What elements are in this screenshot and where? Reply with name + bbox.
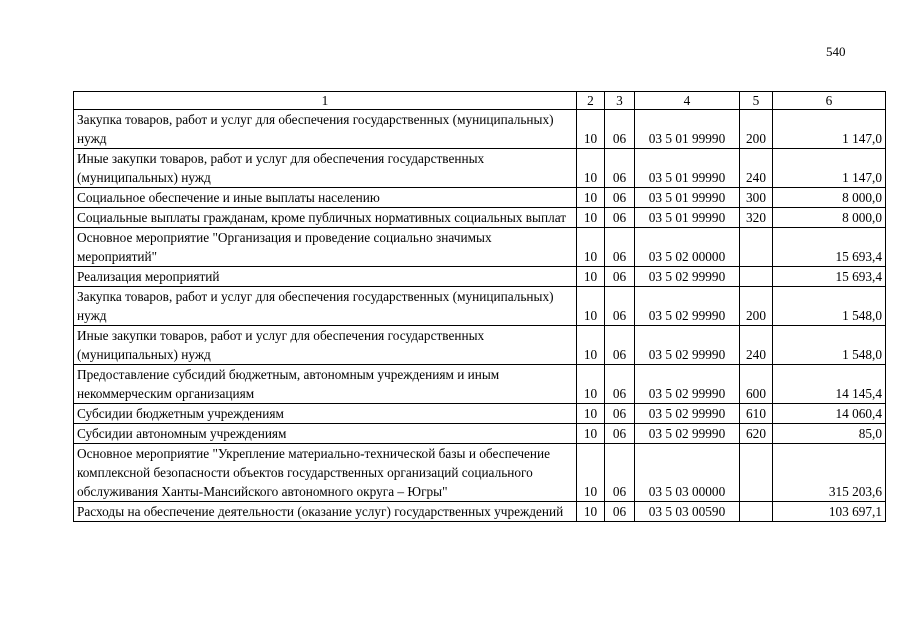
amount-cell: 315 203,6 xyxy=(773,444,886,502)
amount-cell: 15 693,4 xyxy=(773,228,886,267)
target-article-cell: 03 5 01 99990 xyxy=(635,110,740,149)
section-code-cell: 10 xyxy=(577,267,605,287)
target-article-cell: 03 5 01 99990 xyxy=(635,149,740,188)
target-article-cell: 03 5 01 99990 xyxy=(635,208,740,228)
section-code-cell: 10 xyxy=(577,365,605,404)
target-article-cell: 03 5 02 99990 xyxy=(635,326,740,365)
table-row xyxy=(74,287,886,326)
expense-type-cell xyxy=(740,502,773,522)
table-row xyxy=(74,228,886,267)
target-article-cell: 03 5 02 99990 xyxy=(635,424,740,444)
header-row xyxy=(74,92,886,110)
header-col-1: 1 xyxy=(74,92,577,110)
expense-type-cell: 320 xyxy=(740,208,773,228)
item-name-cell: Предоставление субсидий бюджетным, автономным учреждениям и иным некоммерческим организациям xyxy=(74,365,577,404)
item-name-cell: Иные закупки товаров, работ и услуг для обеспечения государственных (муниципальных) нужд xyxy=(74,326,577,365)
target-article-cell: 03 5 03 00000 xyxy=(635,444,740,502)
target-article-cell: 03 5 03 00590 xyxy=(635,502,740,522)
section-code-cell: 10 xyxy=(577,188,605,208)
expense-type-cell: 600 xyxy=(740,365,773,404)
target-article-cell: 03 5 02 99990 xyxy=(635,267,740,287)
expense-type-cell: 240 xyxy=(740,149,773,188)
target-article-cell: 03 5 01 99990 xyxy=(635,188,740,208)
amount-cell: 8 000,0 xyxy=(773,208,886,228)
subsection-code-cell: 06 xyxy=(605,267,635,287)
subsection-code-cell: 06 xyxy=(605,365,635,404)
section-code-cell: 10 xyxy=(577,110,605,149)
table-row xyxy=(74,188,886,208)
header-col-2: 2 xyxy=(577,92,605,110)
header-col-3: 3 xyxy=(605,92,635,110)
item-name-cell: Закупка товаров, работ и услуг для обеспечения государственных (муниципальных) нужд xyxy=(74,110,577,149)
expense-type-cell: 240 xyxy=(740,326,773,365)
subsection-code-cell: 06 xyxy=(605,502,635,522)
subsection-code-cell: 06 xyxy=(605,149,635,188)
expense-type-cell: 610 xyxy=(740,404,773,424)
section-code-cell: 10 xyxy=(577,208,605,228)
amount-cell: 15 693,4 xyxy=(773,267,886,287)
item-name-cell: Социальное обеспечение и иные выплаты населению xyxy=(74,188,577,208)
item-name-cell: Субсидии бюджетным учреждениям xyxy=(74,404,577,424)
section-code-cell: 10 xyxy=(577,404,605,424)
section-code-cell: 10 xyxy=(577,326,605,365)
section-code-cell: 10 xyxy=(577,424,605,444)
subsection-code-cell: 06 xyxy=(605,444,635,502)
amount-cell: 1 147,0 xyxy=(773,149,886,188)
header-col-4: 4 xyxy=(635,92,740,110)
page-number: 540 xyxy=(826,44,846,59)
table-row xyxy=(74,404,886,424)
subsection-code-cell: 06 xyxy=(605,424,635,444)
item-name-cell: Реализация мероприятий xyxy=(74,267,577,287)
section-code-cell: 10 xyxy=(577,502,605,522)
amount-cell: 85,0 xyxy=(773,424,886,444)
target-article-cell: 03 5 02 99990 xyxy=(635,287,740,326)
amount-cell: 14 145,4 xyxy=(773,365,886,404)
amount-cell: 1 548,0 xyxy=(773,326,886,365)
table-row xyxy=(74,326,886,365)
expense-type-cell: 200 xyxy=(740,287,773,326)
subsection-code-cell: 06 xyxy=(605,188,635,208)
expense-type-cell: 200 xyxy=(740,110,773,149)
item-name-cell: Основное мероприятие "Организация и проведение социально значимых мероприятий" xyxy=(74,228,577,267)
amount-cell: 1 548,0 xyxy=(773,287,886,326)
subsection-code-cell: 06 xyxy=(605,326,635,365)
target-article-cell: 03 5 02 99990 xyxy=(635,365,740,404)
subsection-code-cell: 06 xyxy=(605,228,635,267)
table-row xyxy=(74,110,886,149)
item-name-cell: Расходы на обеспечение деятельности (оказание услуг) государственных учреждений xyxy=(74,502,577,522)
table-body xyxy=(74,110,886,522)
subsection-code-cell: 06 xyxy=(605,287,635,326)
expense-type-cell: 300 xyxy=(740,188,773,208)
item-name-cell: Закупка товаров, работ и услуг для обеспечения государственных (муниципальных) нужд xyxy=(74,287,577,326)
item-name-cell: Иные закупки товаров, работ и услуг для обеспечения государственных (муниципальных) нужд xyxy=(74,149,577,188)
section-code-cell: 10 xyxy=(577,287,605,326)
expense-type-cell: 620 xyxy=(740,424,773,444)
expense-type-cell xyxy=(740,267,773,287)
item-name-cell: Основное мероприятие "Укрепление материально-технической базы и обеспечение комплексной безопасности объектов государственных организаций социального обслуживания Ханты-Мансийского автономного округа – Югры" xyxy=(74,444,577,502)
subsection-code-cell: 06 xyxy=(605,110,635,149)
table-row xyxy=(74,365,886,404)
target-article-cell: 03 5 02 99990 xyxy=(635,404,740,424)
table-row xyxy=(74,267,886,287)
section-code-cell: 10 xyxy=(577,228,605,267)
item-name-cell: Субсидии автономным учреждениям xyxy=(74,424,577,444)
table-row xyxy=(74,444,886,502)
table-row xyxy=(74,149,886,188)
subsection-code-cell: 06 xyxy=(605,208,635,228)
section-code-cell: 10 xyxy=(577,444,605,502)
table-row xyxy=(74,502,886,522)
amount-cell: 1 147,0 xyxy=(773,110,886,149)
amount-cell: 14 060,4 xyxy=(773,404,886,424)
item-name-cell: Социальные выплаты гражданам, кроме публичных нормативных социальных выплат xyxy=(74,208,577,228)
amount-cell: 103 697,1 xyxy=(773,502,886,522)
subsection-code-cell: 06 xyxy=(605,404,635,424)
amount-cell: 8 000,0 xyxy=(773,188,886,208)
header-col-5: 5 xyxy=(740,92,773,110)
target-article-cell: 03 5 02 00000 xyxy=(635,228,740,267)
section-code-cell: 10 xyxy=(577,149,605,188)
expense-type-cell xyxy=(740,444,773,502)
table-row xyxy=(74,208,886,228)
expense-type-cell xyxy=(740,228,773,267)
table-row xyxy=(74,424,886,444)
header-col-6: 6 xyxy=(773,92,886,110)
budget-table xyxy=(73,91,886,522)
